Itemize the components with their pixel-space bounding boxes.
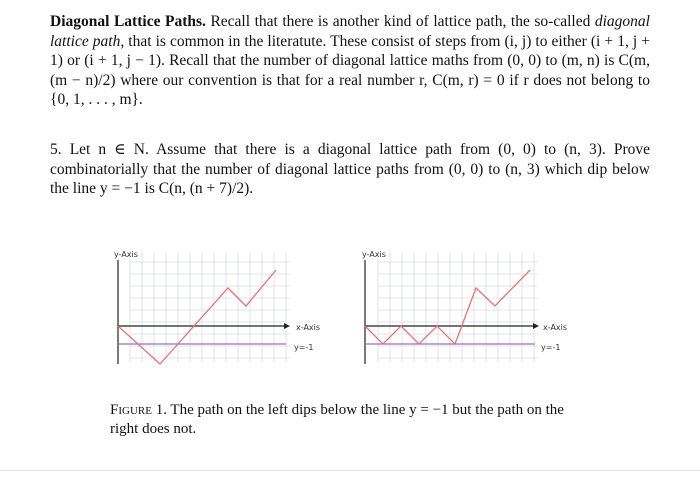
definition-term: diagonal lattice path — [50, 13, 650, 50]
problem-text: Let n ∈ N. Assume that there is a diagonal lattice path from (0, 0) to (n, 3). Prove combinatorially that the number of diagonal lattice paths from (0, 0) to (n, 3) which dip below the line y = −1 is C(n, (n + 7)/2). — [50, 141, 650, 197]
left-x-axis-arrow — [284, 323, 290, 329]
definition-paragraph — [50, 12, 650, 110]
definition-heading: Diagonal Lattice Paths. — [50, 13, 206, 30]
problem-number: 5. — [50, 141, 62, 158]
left-line-label: y=-1 — [294, 343, 314, 352]
left-grid — [130, 252, 290, 362]
right-x-axis-label: x-Axis — [543, 323, 568, 332]
caption-label: Figure 1. — [110, 402, 167, 418]
figure-caption — [110, 401, 590, 439]
right-x-axis-arrow — [533, 323, 539, 329]
right-y-axis-label: y-Axis — [362, 250, 386, 259]
problem-paragraph — [50, 140, 650, 199]
caption-text: The path on the left dips below the line y = −1 but the path on the right does not. — [110, 402, 564, 437]
left-graph — [114, 250, 320, 364]
right-grid — [378, 252, 538, 362]
left-y-axis-label: y-Axis — [114, 250, 138, 259]
left-x-axis-label: x-Axis — [296, 323, 321, 332]
definition-text-2: , that is common in the literatute. These consist of steps from (i, j) to either (i + 1, j + 1) or (i + 1, j − 1). Recall that the number of diagonal lattice maths from (0, 0) to (m, n) is C(m, (m − n)/2) where our convention is that for a real number r, C(m, r) = 0 if r does not belong to {0, 1, . . . , m}. — [50, 32, 650, 108]
right-graph — [362, 250, 567, 364]
figure-graphs — [110, 240, 590, 370]
right-line-label: y=-1 — [541, 343, 561, 352]
definition-text-1: Recall that there is another kind of lattice path, the so-called — [205, 13, 595, 30]
page-divider — [0, 470, 700, 471]
